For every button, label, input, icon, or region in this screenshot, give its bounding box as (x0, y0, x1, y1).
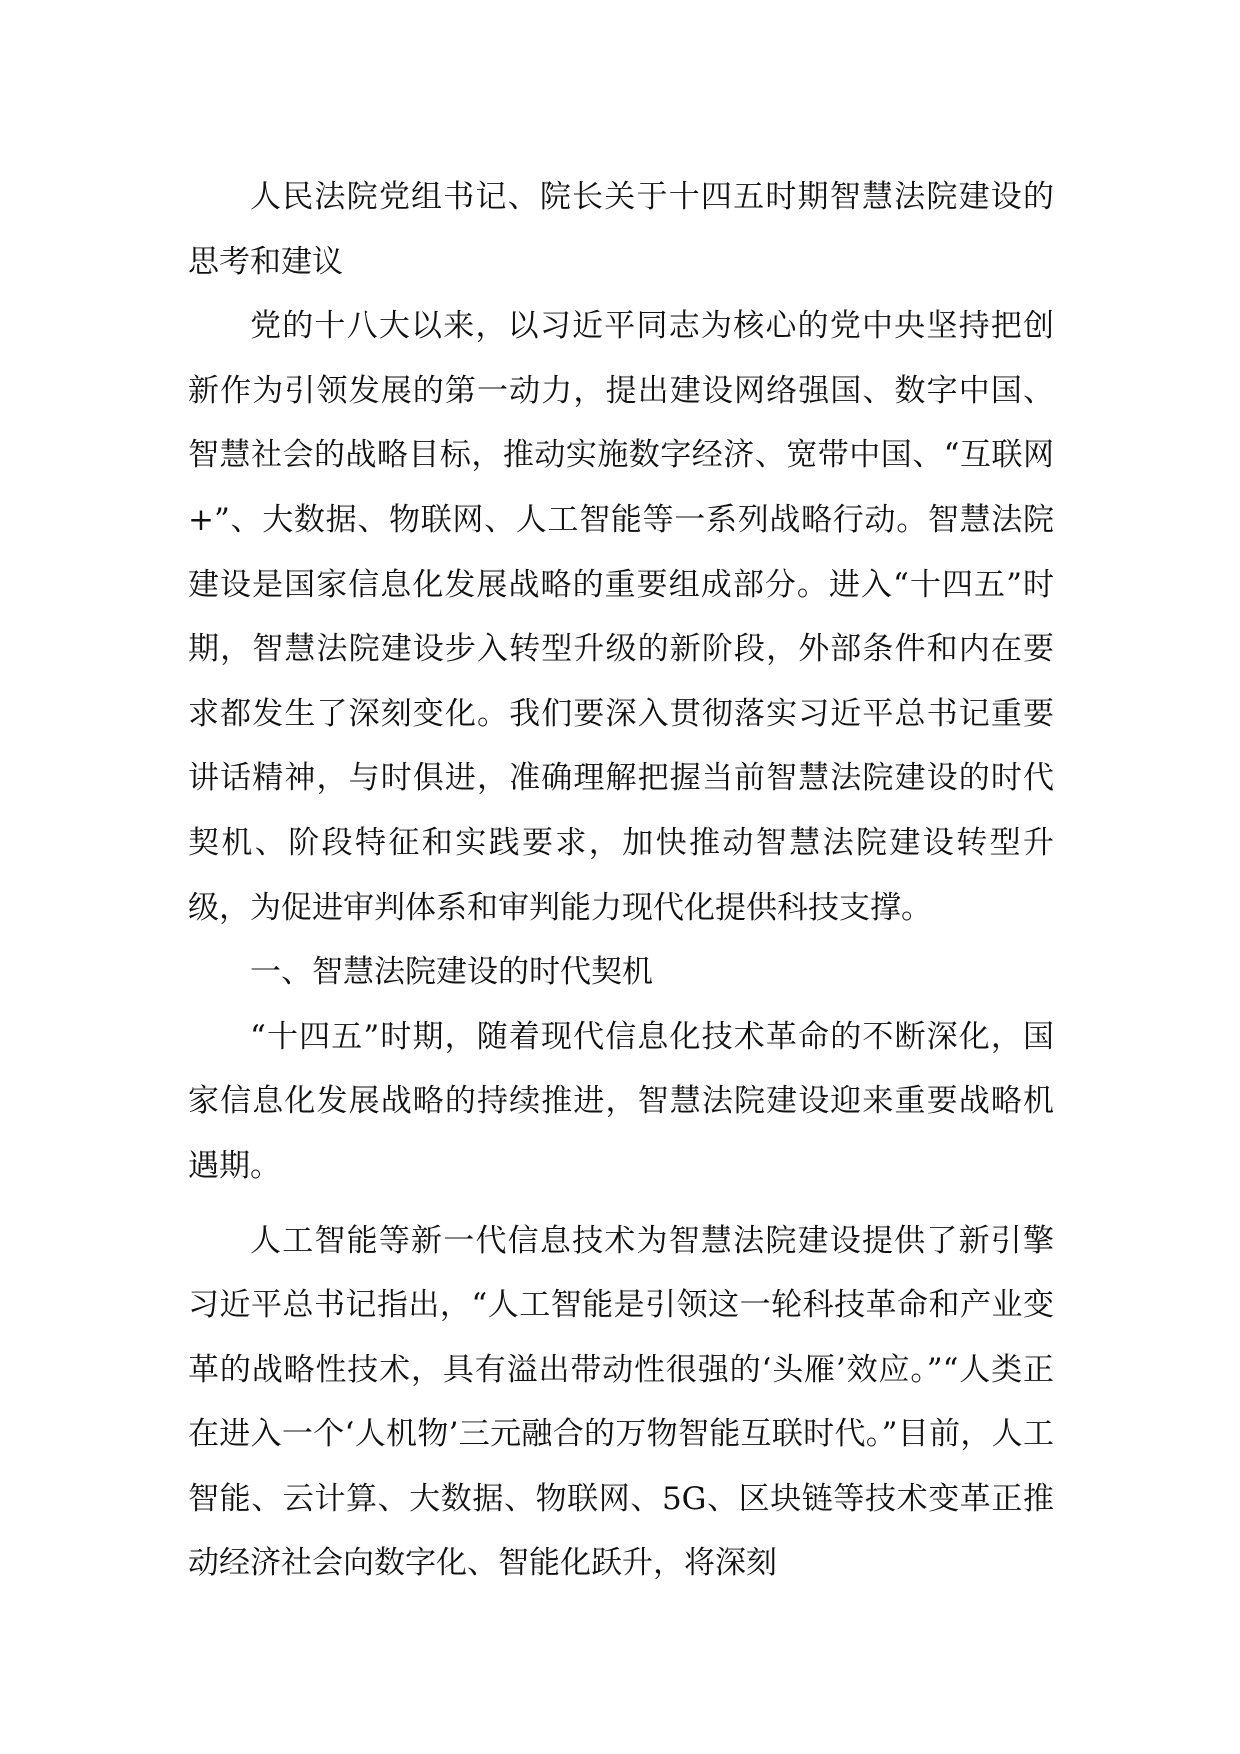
paragraph-ai-engine: 人工智能等新一代信息技术为智慧法院建设提供了新引擎习近平总书记指出，“人工智能是引领这一轮科技革命和产业变革的战略性技术，具有溢出带动性很强的‘头雁’效应。”“人类正在进入一个‘人机物’三元融合的万物智能互联时代。”目前，人工智能、云计算、大数据、物联网、5G、区块链等技术变革正推动经济社会向数字化、智能化跃升，将深刻 (188, 1222, 1054, 1582)
paragraph-intro: 党的十八大以来，以习近平同志为核心的党中央坚持把创新作为引领发展的第一动力，提出建设网络强国、数字中国、智慧社会的战略目标，推动实施数字经济、宽带中国、“互联网+”、大数据、物联网、人工智能等一系列战略行动。智慧法院建设是国家信息化发展战略的重要组成部分。进入“十四五”时期，智慧法院建设步入转型升级的新阶段，外部条件和内在要求都发生了深刻变化。我们要深入贯彻落实习近平总书记重要讲话精神，与时俱进，准确理解把握当前智慧法院建设的时代契机、阶段特征和实践要求，加快推动智慧法院建设转型升级，为促进审判体系和审判能力现代化提供科技支撑。 (188, 308, 1054, 926)
document-page (188, 165, 1054, 1596)
section-heading-1: 一、智慧法院建设的时代契机 (250, 954, 653, 991)
document-title: 人民法院党组书记、院长关于十四五时期智慧法院建设的思考和建议 (188, 179, 1054, 280)
paragraph-opportunity: “十四五”时期，随着现代信息化技术革命的不断深化，国家信息化发展战略的持续推进，智慧法院建设迎来重要战略机遇期。 (188, 1018, 1054, 1184)
